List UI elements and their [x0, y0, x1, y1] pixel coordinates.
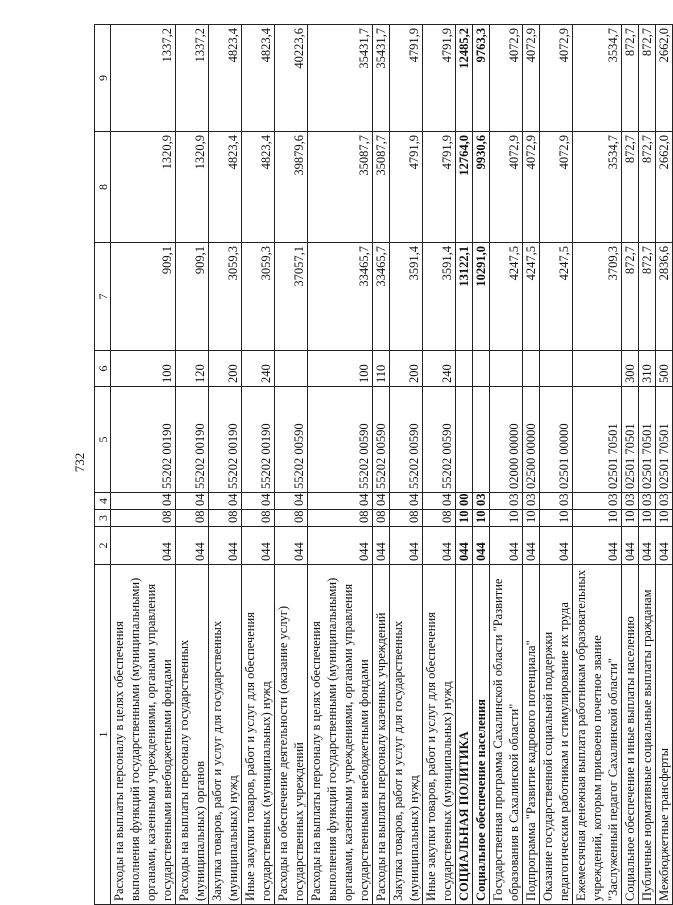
cell-ministry: 044	[540, 527, 573, 565]
cell-subsection: 04	[275, 493, 308, 510]
cell-year-3: 40223,6	[275, 25, 308, 132]
cell-section: 08	[390, 510, 423, 527]
cell-year-1: 4247,5	[523, 243, 540, 351]
cell-expense-type	[573, 351, 622, 387]
cell-year-3: 4072,9	[523, 25, 540, 132]
cell-expense-type: 240	[242, 351, 275, 387]
cell-year-2: 9930,6	[473, 132, 490, 243]
cell-expense-type: 110	[373, 351, 390, 387]
cell-expense-type: 240	[423, 351, 456, 387]
cell-year-3: 4791,9	[423, 25, 456, 132]
cell-section: 10	[490, 510, 523, 527]
header-cell-name: 1	[95, 565, 111, 905]
cell-ministry: 044	[176, 527, 209, 565]
cell-year-3: 4791,9	[390, 25, 423, 132]
cell-expense-type: 200	[209, 351, 242, 387]
header-cell-year-2: 8	[95, 132, 111, 243]
cell-target-article: 55202 00190	[242, 387, 275, 493]
cell-target-article: 02501 70501	[573, 387, 622, 493]
cell-expense-type	[473, 351, 490, 387]
cell-expense-type	[540, 351, 573, 387]
cell-year-2: 39879,6	[275, 132, 308, 243]
cell-target-article: 55202 00190	[209, 387, 242, 493]
cell-section: 08	[111, 510, 176, 527]
cell-subsection: 03	[473, 493, 490, 510]
cell-year-1: 3709,3	[573, 243, 622, 351]
cell-year-1: 909,1	[111, 243, 176, 351]
cell-subsection: 04	[423, 493, 456, 510]
table-row	[622, 25, 639, 905]
cell-year-2: 4791,9	[390, 132, 423, 243]
cell-ministry: 044	[573, 527, 622, 565]
cell-ministry: 044	[275, 527, 308, 565]
cell-year-3: 1337,2	[111, 25, 176, 132]
table-row	[176, 25, 209, 905]
cell-year-1: 3059,3	[209, 243, 242, 351]
cell-target-article: 55202 00590	[373, 387, 390, 493]
cell-expense-type	[490, 351, 523, 387]
cell-name: СОЦИАЛЬНАЯ ПОЛИТИКА	[456, 565, 473, 905]
cell-section: 10	[456, 510, 473, 527]
header-cell-ministry: 2	[95, 527, 111, 565]
table-row	[490, 25, 523, 905]
cell-subsection: 04	[308, 493, 373, 510]
cell-name: Социальное обеспечение и иные выплаты населению	[622, 565, 639, 905]
cell-target-article: 02500 00000	[523, 387, 540, 493]
cell-ministry: 044	[308, 527, 373, 565]
table-row	[111, 25, 176, 905]
cell-name: Расходы на обеспечение деятельности (оказание услуг) государственных учреждений	[275, 565, 308, 905]
cell-year-2: 2662,0	[656, 132, 673, 243]
header-cell-target-article: 5	[95, 387, 111, 493]
cell-name: Расходы на выплаты персоналу в целях обеспечения выполнения функций государственными (муниципальными) органами, казенными учреждениями, органами управления государственными внебюджетными фондами	[308, 565, 373, 905]
cell-subsection: 03	[573, 493, 622, 510]
cell-year-1: 2836,6	[656, 243, 673, 351]
cell-target-article: 55202 00190	[176, 387, 209, 493]
cell-name: Расходы на выплаты персоналу в целях обеспечения выполнения функций государственными (муниципальными) органами, казенными учреждениями, органами управления государственными внебюджетными фондами	[111, 565, 176, 905]
cell-year-1: 872,7	[639, 243, 656, 351]
cell-year-1: 4247,5	[540, 243, 573, 351]
cell-year-3: 4072,9	[490, 25, 523, 132]
cell-target-article: 02501 70501	[622, 387, 639, 493]
cell-year-1: 33465,7	[308, 243, 373, 351]
cell-name: Подпрограмма "Развитие кадрового потенциала"	[523, 565, 540, 905]
table-row	[656, 25, 673, 905]
cell-section: 08	[423, 510, 456, 527]
rotated-content	[72, 20, 671, 905]
table-row	[390, 25, 423, 905]
cell-year-3: 35431,7	[308, 25, 373, 132]
header-cell-year-1: 7	[95, 243, 111, 351]
cell-section: 08	[308, 510, 373, 527]
cell-year-1: 10291,0	[473, 243, 490, 351]
table-row	[275, 25, 308, 905]
table-row	[523, 25, 540, 905]
cell-section: 08	[242, 510, 275, 527]
cell-expense-type: 500	[656, 351, 673, 387]
cell-name: Межбюджетные трансферты	[656, 565, 673, 905]
cell-year-1: 872,7	[622, 243, 639, 351]
cell-name: Закупка товаров, работ и услуг для государственных (муниципальных) нужд	[390, 565, 423, 905]
cell-year-3: 2662,0	[656, 25, 673, 132]
cell-target-article: 02501 70501	[656, 387, 673, 493]
cell-year-2: 4823,4	[209, 132, 242, 243]
cell-year-2: 872,7	[639, 132, 656, 243]
cell-year-1: 909,1	[176, 243, 209, 351]
cell-target-article: 55202 00590	[308, 387, 373, 493]
cell-year-2: 4072,9	[523, 132, 540, 243]
cell-name: Публичные нормативные социальные выплаты гражданам	[639, 565, 656, 905]
cell-year-2: 4072,9	[490, 132, 523, 243]
cell-year-1: 3059,3	[242, 243, 275, 351]
cell-year-1: 13122,1	[456, 243, 473, 351]
cell-subsection: 04	[390, 493, 423, 510]
header-cell-subsection: 4	[95, 493, 111, 510]
header-cell-expense-type: 6	[95, 351, 111, 387]
cell-ministry: 044	[523, 527, 540, 565]
table-row	[308, 25, 373, 905]
cell-target-article: 02000 00000	[490, 387, 523, 493]
cell-expense-type: 310	[639, 351, 656, 387]
cell-target-article	[473, 387, 490, 493]
cell-section: 08	[373, 510, 390, 527]
table-row	[456, 25, 473, 905]
cell-name: Расходы на выплаты персоналу государственных (муниципальных) органов	[176, 565, 209, 905]
cell-year-3: 35431,7	[373, 25, 390, 132]
table-row	[540, 25, 573, 905]
table-row	[209, 25, 242, 905]
budget-table	[94, 24, 673, 905]
cell-section: 10	[573, 510, 622, 527]
table-row	[639, 25, 656, 905]
cell-target-article	[456, 387, 473, 493]
cell-ministry: 044	[373, 527, 390, 565]
cell-name: Иные закупки товаров, работ и услуг для обеспечения государственных (муниципальных) нужд	[423, 565, 456, 905]
cell-year-3: 4823,4	[209, 25, 242, 132]
cell-name: Расходы на выплаты персоналу казенных учреждений	[373, 565, 390, 905]
cell-section: 08	[209, 510, 242, 527]
cell-year-3: 872,7	[639, 25, 656, 132]
cell-subsection: 03	[490, 493, 523, 510]
cell-year-3: 9763,3	[473, 25, 490, 132]
cell-year-3: 4823,4	[242, 25, 275, 132]
cell-name: Иные закупки товаров, работ и услуг для обеспечения государственных (муниципальных) нужд	[242, 565, 275, 905]
cell-name: Закупка товаров, работ и услуг для государственных (муниципальных) нужд	[209, 565, 242, 905]
cell-ministry: 044	[111, 527, 176, 565]
cell-target-article: 55202 00190	[111, 387, 176, 493]
cell-subsection: 04	[111, 493, 176, 510]
cell-section: 10	[622, 510, 639, 527]
cell-ministry: 044	[473, 527, 490, 565]
cell-ministry: 044	[622, 527, 639, 565]
cell-year-3: 12485,2	[456, 25, 473, 132]
cell-section: 10	[656, 510, 673, 527]
cell-section: 10	[540, 510, 573, 527]
cell-subsection: 03	[639, 493, 656, 510]
cell-subsection: 03	[622, 493, 639, 510]
cell-subsection: 03	[540, 493, 573, 510]
cell-year-2: 4072,9	[540, 132, 573, 243]
cell-year-2: 1320,9	[176, 132, 209, 243]
cell-name: Государственная программа Сахалинской области "Развитие образования в Сахалинской области"	[490, 565, 523, 905]
cell-year-2: 1320,9	[111, 132, 176, 243]
cell-subsection: 03	[656, 493, 673, 510]
cell-target-article: 02501 00000	[540, 387, 573, 493]
cell-year-2: 12764,0	[456, 132, 473, 243]
cell-name: Ежемесячная денежная выплата работникам образовательных учреждений, которым присвоено почетное звание "Заслуженный педагог Сахалинской области"	[573, 565, 622, 905]
cell-year-2: 35087,7	[373, 132, 390, 243]
table-row	[423, 25, 456, 905]
cell-name: Оказание государственной социальной поддержки педагогическим работникам и стимулирование их труда	[540, 565, 573, 905]
cell-ministry: 044	[490, 527, 523, 565]
cell-section: 10	[523, 510, 540, 527]
header-cell-section: 3	[95, 510, 111, 527]
cell-name: Социальное обеспечение населения	[473, 565, 490, 905]
cell-target-article: 55202 00590	[423, 387, 456, 493]
cell-expense-type: 200	[390, 351, 423, 387]
cell-year-3: 4072,9	[540, 25, 573, 132]
cell-ministry: 044	[456, 527, 473, 565]
cell-section: 10	[639, 510, 656, 527]
cell-ministry: 044	[423, 527, 456, 565]
cell-expense-type: 300	[622, 351, 639, 387]
cell-subsection: 04	[209, 493, 242, 510]
table-row	[573, 25, 622, 905]
cell-subsection: 04	[373, 493, 390, 510]
cell-ministry: 044	[209, 527, 242, 565]
header-row	[95, 25, 111, 905]
page-number: 732	[72, 452, 87, 473]
cell-subsection: 00	[456, 493, 473, 510]
cell-year-2: 35087,7	[308, 132, 373, 243]
cell-target-article: 55202 00590	[390, 387, 423, 493]
cell-subsection: 04	[176, 493, 209, 510]
cell-year-2: 4823,4	[242, 132, 275, 243]
cell-expense-type	[275, 351, 308, 387]
cell-year-3: 1337,2	[176, 25, 209, 132]
cell-target-article: 02501 70501	[639, 387, 656, 493]
cell-ministry: 044	[639, 527, 656, 565]
cell-year-3: 3534,7	[573, 25, 622, 132]
cell-year-1: 37057,1	[275, 243, 308, 351]
cell-year-2: 872,7	[622, 132, 639, 243]
table-row	[373, 25, 390, 905]
cell-subsection: 04	[242, 493, 275, 510]
cell-ministry: 044	[242, 527, 275, 565]
cell-year-2: 3534,7	[573, 132, 622, 243]
cell-section: 08	[176, 510, 209, 527]
cell-target-article: 55202 00590	[275, 387, 308, 493]
cell-expense-type	[523, 351, 540, 387]
cell-ministry: 044	[656, 527, 673, 565]
cell-expense-type: 120	[176, 351, 209, 387]
cell-year-1: 3591,4	[423, 243, 456, 351]
header-cell-year-3: 9	[95, 25, 111, 132]
cell-year-1: 4247,5	[490, 243, 523, 351]
cell-year-2: 4791,9	[423, 132, 456, 243]
cell-year-3: 872,7	[622, 25, 639, 132]
cell-subsection: 03	[523, 493, 540, 510]
cell-expense-type	[456, 351, 473, 387]
cell-ministry: 044	[390, 527, 423, 565]
cell-expense-type: 100	[111, 351, 176, 387]
table-row	[473, 25, 490, 905]
cell-section: 08	[275, 510, 308, 527]
cell-expense-type: 100	[308, 351, 373, 387]
cell-year-1: 33465,7	[373, 243, 390, 351]
table-row	[242, 25, 275, 905]
cell-section: 10	[473, 510, 490, 527]
cell-year-1: 3591,4	[390, 243, 423, 351]
